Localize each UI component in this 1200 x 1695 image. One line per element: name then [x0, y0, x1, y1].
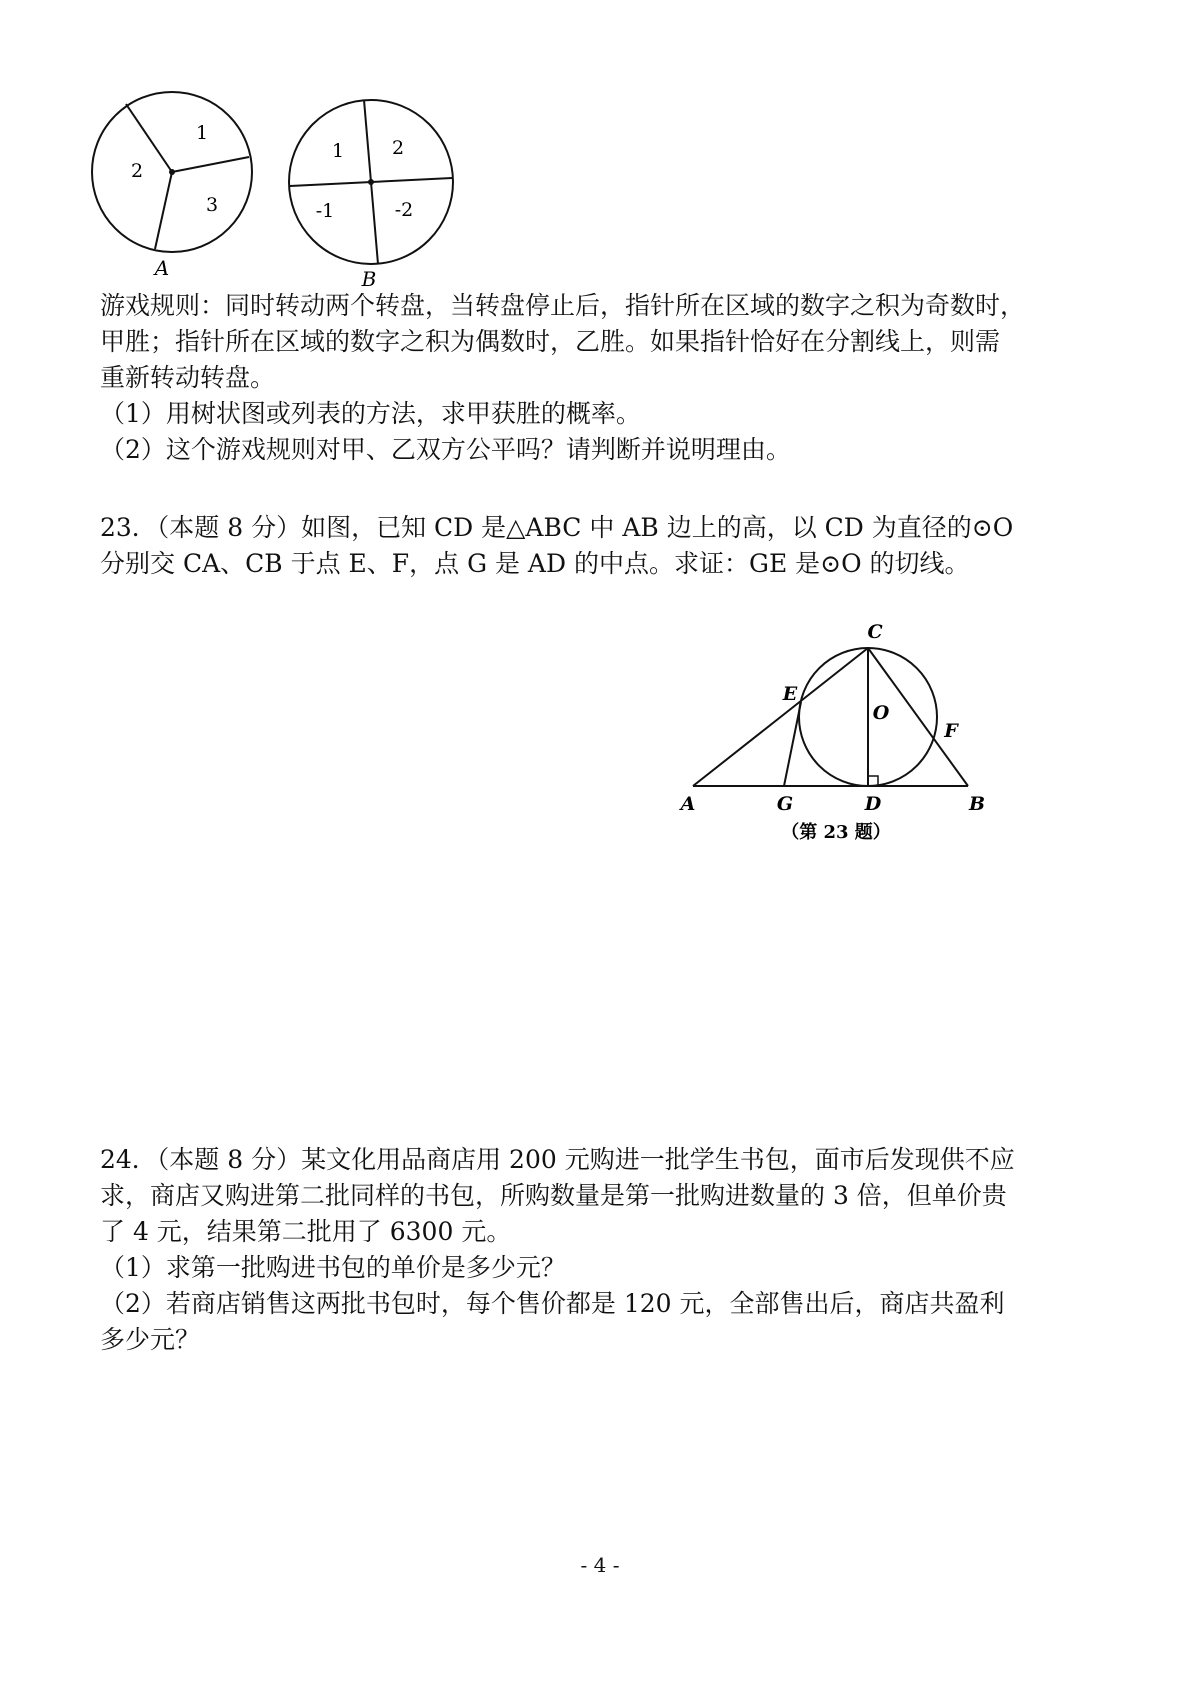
q22-block	[100, 288, 1110, 468]
q22-rules-line: 重新转动转盘。	[100, 363, 276, 392]
point-label-f: F	[944, 720, 958, 742]
spinner-a-sector-2: 2	[130, 160, 144, 182]
figure-caption: （第 23 题）	[781, 822, 891, 843]
point-label-b: B	[968, 793, 986, 815]
spinner-b-sector-2: 2	[391, 137, 405, 159]
q24-sub1: （1）求第一批购进书包的单价是多少元？	[100, 1253, 566, 1282]
q22-rules-line: 游戏规则：同时转动两个转盘，当转盘停止后，指针所在区域的数字之积为奇数时，	[100, 291, 1026, 320]
spinner-b-sector-3: -1	[315, 200, 335, 222]
spinner-b-sector-4: -2	[394, 199, 414, 221]
q24-line: 求，商店又购进第二批同样的书包，所购数量是第一批购进数量的 3 倍，但单价贵	[100, 1181, 1007, 1210]
point-label-e: E	[782, 683, 798, 705]
spinner-b	[289, 100, 453, 291]
point-label-a: A	[680, 793, 696, 815]
spinner-a-sector-1: 1	[195, 122, 209, 144]
q24-sub2-line: （2）若商店销售这两批书包时，每个售价都是 120 元，全部售出后，商店共盈利	[100, 1289, 1005, 1318]
q22-rules-line: 甲胜；指针所在区域的数字之积为偶数时，乙胜。如果指针恰好在分割线上，则需	[100, 327, 1001, 356]
spinner-figure	[0, 0, 520, 300]
page-number: - 4 -	[580, 1553, 620, 1577]
q23-line: 分别交 CA、CB 于点 E、F，点 G 是 AD 的中点。求证：GE 是⊙O 的切线。	[100, 549, 970, 578]
spinner-b-sector-1: 1	[331, 140, 345, 162]
spinner-a	[92, 92, 252, 280]
q22-sub1: （1）用树状图或列表的方法，求甲获胜的概率。	[100, 399, 641, 428]
point-label-c: C	[867, 621, 883, 643]
q24-block	[100, 1142, 1110, 1358]
q22-sub2: （2）这个游戏规则对甲、乙双方公平吗？请判断并说明理由。	[100, 435, 791, 464]
point-label-o: O	[872, 702, 890, 724]
q24-sub2-line: 多少元？	[100, 1325, 201, 1354]
spinner-a-label: A	[154, 256, 170, 280]
spinner-b-label: B	[361, 267, 377, 291]
q23-line: 23．（本题 8 分）如图，已知 CD 是△ABC 中 AB 边上的高，以 CD 为直径的⊙O	[100, 513, 1014, 542]
q24-line: 24．（本题 8 分）某文化用品商店用 200 元购进一批学生书包，面市后发现供不应	[100, 1145, 1015, 1174]
point-label-d: D	[864, 793, 882, 815]
q23-geometry-figure	[660, 610, 1020, 850]
q23-block	[100, 510, 1110, 582]
spinner-a-sector-3: 3	[205, 194, 219, 216]
q24-line: 了 4 元，结果第二批用了 6300 元。	[100, 1217, 512, 1246]
point-label-g: G	[776, 793, 794, 815]
